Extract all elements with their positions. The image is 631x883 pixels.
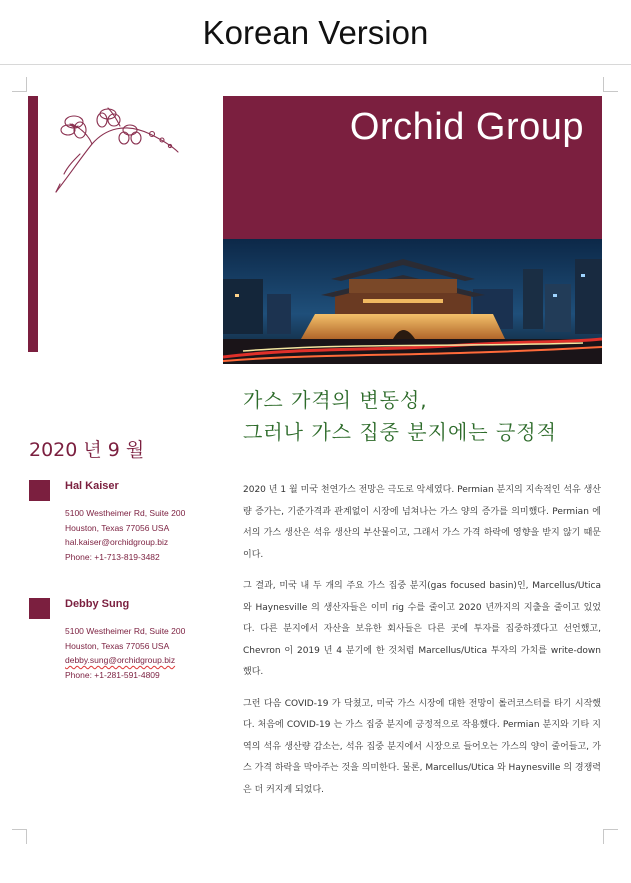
contact-marker	[29, 598, 50, 619]
paragraph-3: 그런 다음 COVID-19 가 닥쳤고, 미국 가스 시장에 대한 전망이 롤러코스터를 타기 시작했다. 처음에 COVID-19 는 가스 집중 분지에 긍정적으로 작용했다. Permian 분지와 기타 지역의 석유 생산량 감소는, 석유 집중 분지에서 시장으로 들어오는 가스의 양이 줄어들고, 가스 가격 하락을 막아주는 것을 의미한다. 물론, Marcellus/Utica 와 Haynesville 의 경쟁력은 더 커지게 되었다.	[243, 698, 601, 795]
contact-address-line-2: Houston, Texas 77056 USA	[65, 522, 170, 533]
issue-date: 2020 년 9 월	[29, 439, 145, 461]
contact-marker	[29, 480, 50, 501]
sidebar-accent-bar	[28, 96, 38, 352]
contact-phone: Phone: +1-713-819-3482	[65, 551, 160, 562]
crop-mark-top-right	[603, 77, 618, 92]
headline-line-1: 가스 가격의 변동성,	[243, 388, 428, 412]
contact-name: Debby Sung	[65, 598, 130, 610]
contact-address-line-1: 5100 Westheimer Rd, Suite 200	[65, 626, 186, 636]
crop-mark-top-left	[12, 77, 27, 92]
headline-line-2: 그러나 가스 집중 분지에는 긍정적	[243, 420, 557, 444]
crop-mark-bottom-right	[603, 829, 618, 844]
article-body	[243, 480, 601, 811]
city-gate-photo	[223, 239, 602, 364]
divider	[0, 64, 631, 65]
contact-address-line-1: 5100 Westheimer Rd, Suite 200	[65, 508, 186, 518]
contact-email-link[interactable]: hal.kaiser@orchidgroup.biz	[65, 537, 169, 547]
page-label: Korean Version	[202, 14, 429, 51]
contact-address-line-2: Houston, Texas 77056 USA	[65, 640, 170, 651]
company-name: Orchid Group	[349, 106, 584, 148]
crop-mark-bottom-left	[12, 829, 27, 844]
paragraph-1: 2020 년 1 월 미국 천연가스 전망은 극도로 악세였다. Permian 분지의 지속적인 석유 생산량 증가는, 기준가격과 관계없이 시장에 넘쳐나는 가스 양의 증가를 의미했다. Permian 에서의 가스 생산은 석유 생산의 부산물이고, 그래서 가스 가격 하락에 영향을 받지 않기 때문이다.	[243, 485, 601, 560]
header-banner	[223, 96, 602, 239]
contact-phone: Phone: +1-281-591-4809	[65, 669, 160, 680]
paragraph-2: 그 결과, 미국 내 두 개의 주요 가스 집중 분지(gas focused basin)인, Marcellus/Utica 와 Haynesville 의 생산자들은 이미 rig 수를 줄이고 2020 년까지의 지출을 줄이고 있었다. 다른 분지에서 자산을 보유한 회사들은 다른 곳에 투자를 집중하겠다고 선언했고, Chevron 이 2019 년 4 분기에 한 것처럼 Marcellus/Utica 투자의 가치를 write-down 했다.	[243, 581, 601, 677]
contact-email-link[interactable]: debby.sung@orchidgroup.biz	[65, 655, 176, 665]
orchid-logo-icon	[50, 104, 180, 196]
contact-name: Hal Kaiser	[65, 480, 119, 492]
headline	[243, 384, 613, 448]
